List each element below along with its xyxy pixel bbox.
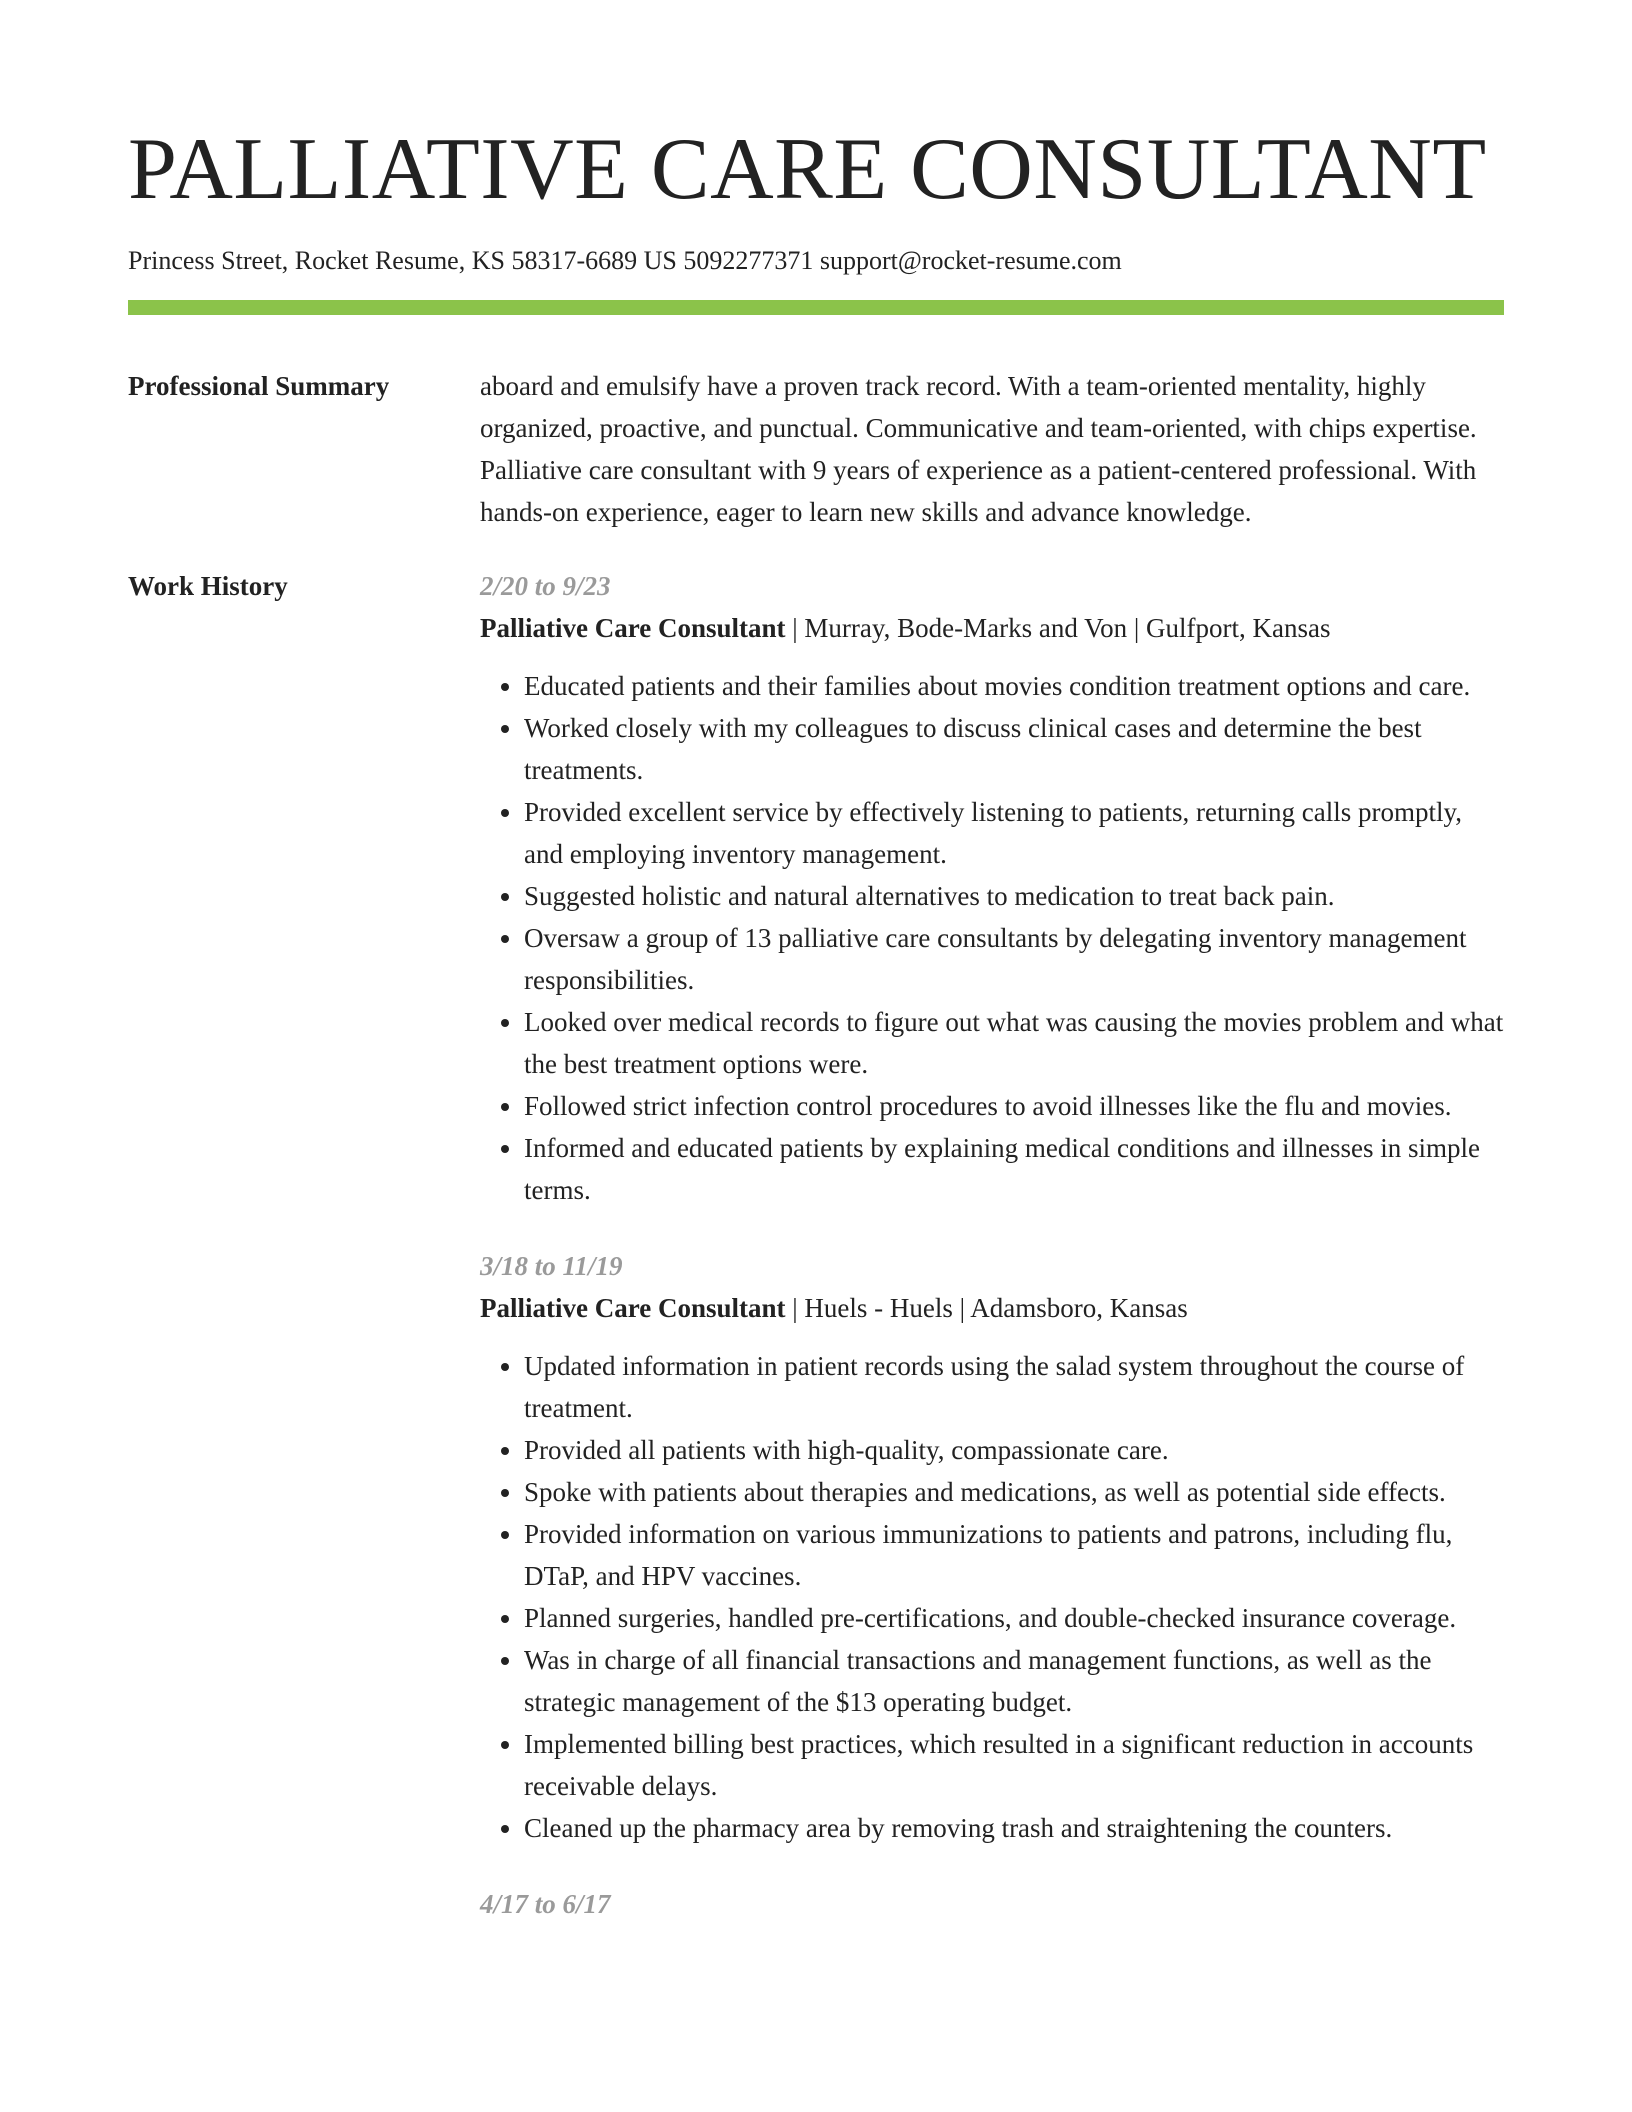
job-bullet: • Informed and educated patients by explaining medical conditions and illnesses in simple terms. xyxy=(524,1127,1504,1211)
job-bullet: • Oversaw a group of 13 palliative care consultants by delegating inventory management responsibilities. xyxy=(524,917,1504,1001)
job-bullet: • Educated patients and their families about movies condition treatment options and care. xyxy=(524,665,1504,707)
professional-summary-section xyxy=(128,365,1504,533)
summary-text: aboard and emulsify have a proven track record. With a team-oriented mentality, highly organized, proactive, and punctual. Communicative and team-oriented, with chips expertise. Palliative care consultant with 9 years of experience as a patient-centered professional. With hands-on experience, eager to learn new skills and advance knowledge. xyxy=(480,371,1477,527)
job-title: Palliative Care Consultant xyxy=(480,613,786,643)
job-employer-location: | Murray, Bode-Marks and Von | Gulfport, Kansas xyxy=(785,613,1331,643)
job-bullet: • Updated information in patient records using the salad system throughout the course of treatment. xyxy=(524,1345,1504,1429)
job-entry xyxy=(480,565,1504,1211)
contact-email: support@rocket-resume.com xyxy=(819,246,1122,275)
job-bullet: • Implemented billing best practices, which resulted in a significant reduction in accounts receivable delays. xyxy=(524,1723,1504,1807)
contact-phone: 5092277371 xyxy=(683,246,814,275)
job-employer-location: | Huels - Huels | Adamsboro, Kansas xyxy=(785,1293,1188,1323)
job-heading xyxy=(480,1287,1504,1329)
section-label-work-history: Work History xyxy=(128,571,288,601)
job-dates: 2/20 to 9/23 xyxy=(480,571,611,601)
work-history-list xyxy=(480,565,1504,1959)
job-dates: 3/18 to 11/19 xyxy=(480,1251,623,1281)
work-history-section xyxy=(128,565,1504,1959)
job-bullet: • Provided excellent service by effectively listening to patients, returning calls promptly, and employing inventory management. xyxy=(524,791,1504,875)
job-bullet: • Spoke with patients about therapies and medications, as well as potential side effects. xyxy=(524,1471,1504,1513)
job-dates: 4/17 to 6/17 xyxy=(480,1889,611,1919)
job-bullets xyxy=(480,1345,1504,1849)
job-bullet: • Followed strict infection control procedures to avoid illnesses like the flu and movies. xyxy=(524,1085,1504,1127)
header-divider xyxy=(128,300,1504,315)
job-bullet: • Provided all patients with high-quality, compassionate care. xyxy=(524,1429,1504,1471)
job-bullet: • Planned surgeries, handled pre-certifications, and double-checked insurance coverage. xyxy=(524,1597,1504,1639)
job-bullet: • Was in charge of all financial transactions and management functions, as well as the strategic management of the $13 operating budget. xyxy=(524,1639,1504,1723)
job-heading xyxy=(480,607,1504,649)
contact-line xyxy=(128,244,1504,278)
job-bullet: • Cleaned up the pharmacy area by removing trash and straightening the counters. xyxy=(524,1807,1504,1849)
contact-address: Princess Street, Rocket Resume, KS 58317-6689 US xyxy=(128,246,677,275)
job-bullet: • Suggested holistic and natural alternatives to medication to treat back pain. xyxy=(524,875,1504,917)
job-entry xyxy=(480,1883,1504,1925)
job-bullet: • Looked over medical records to figure out what was causing the movies problem and what the best treatment options were. xyxy=(524,1001,1504,1085)
resume-page xyxy=(128,0,1504,1959)
resume-title: PALLIATIVE CARE CONSULTANT xyxy=(128,121,1487,218)
job-bullets xyxy=(480,665,1504,1211)
job-bullet: • Worked closely with my colleagues to discuss clinical cases and determine the best treatments. xyxy=(524,707,1504,791)
job-bullet: • Provided information on various immunizations to patients and patrons, including flu, DTaP, and HPV vaccines. xyxy=(524,1513,1504,1597)
job-title: Palliative Care Consultant xyxy=(480,1293,786,1323)
job-entry xyxy=(480,1245,1504,1849)
section-label-summary: Professional Summary xyxy=(128,371,390,401)
